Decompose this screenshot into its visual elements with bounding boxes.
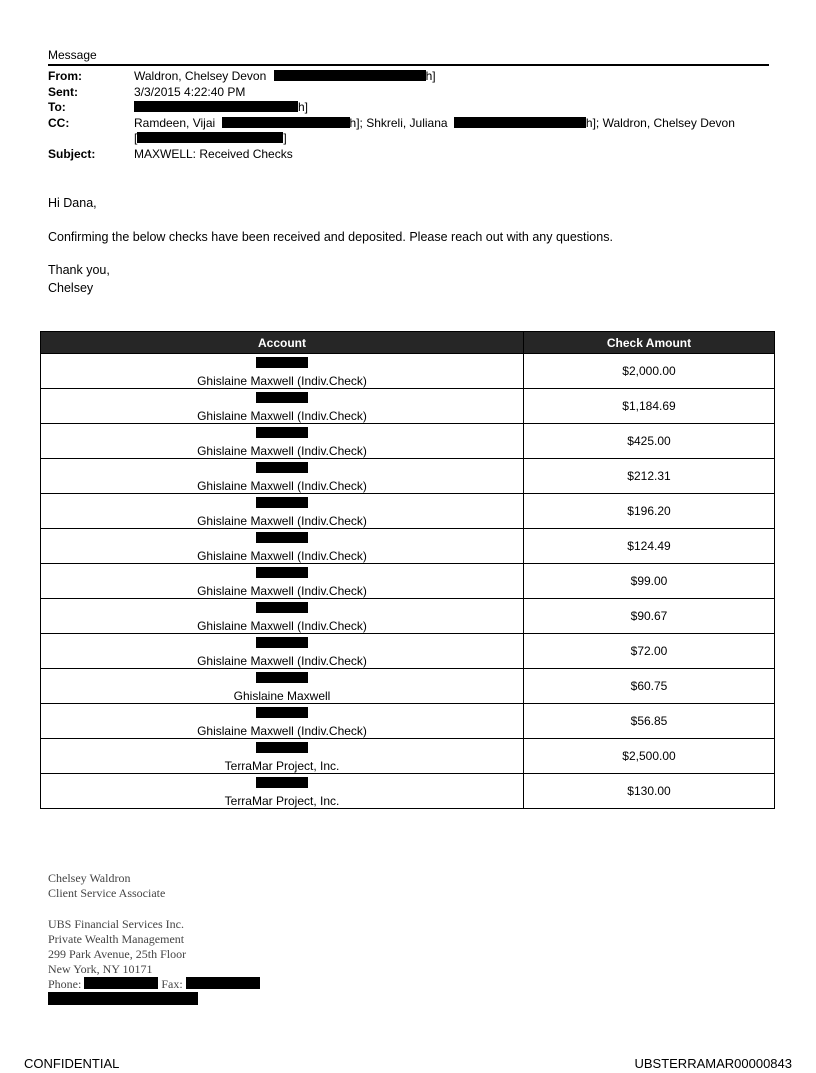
account-cell bbox=[41, 739, 524, 774]
table-row bbox=[41, 564, 775, 599]
table-row bbox=[41, 389, 775, 424]
sent-row bbox=[48, 85, 778, 101]
signature-name: Chelsey Waldron bbox=[48, 871, 131, 885]
table-row bbox=[41, 494, 775, 529]
checks-table bbox=[40, 331, 775, 809]
account-cell bbox=[41, 459, 524, 494]
subject-label: Subject: bbox=[48, 146, 96, 161]
cc-label: CC: bbox=[48, 115, 70, 130]
table-row bbox=[41, 459, 775, 494]
table-header-row bbox=[41, 332, 775, 354]
from-suffix: h] bbox=[425, 69, 436, 83]
table-row bbox=[41, 599, 775, 634]
account-cell bbox=[41, 389, 524, 424]
check-amount: $90.67 bbox=[524, 599, 775, 634]
subject-value: MAXWELL: Received Checks bbox=[134, 146, 293, 161]
account-cell bbox=[41, 564, 524, 599]
check-amount: $60.75 bbox=[524, 669, 775, 704]
check-amount: $99.00 bbox=[524, 564, 775, 599]
redaction bbox=[256, 392, 308, 403]
from-label: From: bbox=[48, 69, 82, 83]
header-divider bbox=[48, 64, 769, 66]
redaction bbox=[256, 567, 308, 578]
signature-email-redacted bbox=[48, 992, 260, 1008]
closing: Thank you, bbox=[48, 263, 110, 277]
check-amount: $72.00 bbox=[524, 634, 775, 669]
account-cell bbox=[41, 354, 524, 389]
account-name: Ghislaine Maxwell (Indiv.Check) bbox=[197, 408, 367, 423]
redaction bbox=[256, 532, 308, 543]
amount-column-header: Check Amount bbox=[524, 332, 775, 354]
account-name: Ghislaine Maxwell (Indiv.Check) bbox=[197, 723, 367, 738]
cc-row-continued bbox=[48, 131, 778, 147]
to-label: To: bbox=[48, 100, 66, 114]
signature-division: Private Wealth Management bbox=[48, 932, 185, 946]
signature-address2: New York, NY 10171 bbox=[48, 962, 153, 976]
cc-close-bracket: ] bbox=[283, 131, 287, 145]
account-name: Ghislaine Maxwell bbox=[233, 688, 331, 703]
redaction bbox=[256, 497, 308, 508]
to-row bbox=[48, 100, 778, 116]
redaction bbox=[256, 742, 308, 753]
redaction bbox=[137, 132, 283, 143]
cc-row bbox=[48, 116, 778, 132]
account-cell bbox=[41, 529, 524, 564]
signature-company: UBS Financial Services Inc. bbox=[48, 917, 184, 931]
account-cell bbox=[41, 669, 524, 704]
check-amount: $1,184.69 bbox=[524, 389, 775, 424]
message-body: Confirming the below checks have been received and deposited. Please reach out with any questions. bbox=[48, 230, 613, 244]
check-amount: $2,000.00 bbox=[524, 354, 775, 389]
account-name: Ghislaine Maxwell (Indiv.Check) bbox=[197, 653, 367, 668]
redaction bbox=[256, 777, 308, 788]
redaction bbox=[256, 602, 308, 613]
sent-label: Sent: bbox=[48, 84, 78, 99]
table-row bbox=[41, 669, 775, 704]
redaction bbox=[186, 977, 260, 989]
redaction bbox=[84, 977, 158, 989]
account-cell bbox=[41, 494, 524, 529]
account-name: Ghislaine Maxwell (Indiv.Check) bbox=[197, 373, 367, 388]
signature-address1: 299 Park Avenue, 25th Floor bbox=[48, 947, 187, 961]
greeting: Hi Dana, bbox=[48, 196, 97, 210]
signature-block bbox=[48, 871, 165, 901]
account-cell bbox=[41, 599, 524, 634]
subject-row bbox=[48, 147, 778, 163]
signature-company-block bbox=[48, 917, 260, 1008]
table-row bbox=[41, 774, 775, 809]
table-row bbox=[41, 634, 775, 669]
redaction bbox=[256, 462, 308, 473]
table-row bbox=[41, 704, 775, 739]
fax-label: Fax: bbox=[161, 977, 183, 991]
redaction bbox=[222, 117, 350, 128]
check-amount: $212.31 bbox=[524, 459, 775, 494]
cc-part1: Ramdeen, Vijai bbox=[134, 115, 216, 130]
account-name: Ghislaine Maxwell (Indiv.Check) bbox=[197, 513, 367, 528]
account-name: Ghislaine Maxwell (Indiv.Check) bbox=[197, 548, 367, 563]
account-cell bbox=[41, 704, 524, 739]
table-row bbox=[41, 739, 775, 774]
to-suffix: h] bbox=[298, 100, 309, 114]
redaction bbox=[134, 101, 298, 112]
account-name: TerraMar Project, Inc. bbox=[224, 793, 340, 808]
table-row bbox=[41, 529, 775, 564]
check-amount: $124.49 bbox=[524, 529, 775, 564]
cc-part2: h]; Shkreli, Juliana bbox=[349, 115, 448, 130]
table-row bbox=[41, 354, 775, 389]
bates-number: UBSTERRAMAR00000843 bbox=[634, 1056, 792, 1071]
phone-label: Phone: bbox=[48, 977, 82, 991]
check-amount: $425.00 bbox=[524, 424, 775, 459]
check-amount: $56.85 bbox=[524, 704, 775, 739]
redaction bbox=[274, 70, 426, 81]
table-row bbox=[41, 424, 775, 459]
check-amount: $130.00 bbox=[524, 774, 775, 809]
account-name: Ghislaine Maxwell (Indiv.Check) bbox=[197, 618, 367, 633]
redaction bbox=[48, 992, 198, 1005]
account-cell bbox=[41, 634, 524, 669]
redaction bbox=[256, 637, 308, 648]
from-row bbox=[48, 69, 778, 85]
cc-open-bracket: [ bbox=[134, 131, 138, 145]
account-name: Ghislaine Maxwell (Indiv.Check) bbox=[197, 583, 367, 598]
redaction bbox=[454, 117, 586, 128]
account-name: TerraMar Project, Inc. bbox=[224, 758, 340, 773]
redaction bbox=[256, 357, 308, 368]
redaction bbox=[256, 672, 308, 683]
check-amount: $2,500.00 bbox=[524, 739, 775, 774]
sent-value: 3/3/2015 4:22:40 PM bbox=[134, 84, 246, 99]
confidential-label: CONFIDENTIAL bbox=[24, 1056, 120, 1071]
signoff: Chelsey bbox=[48, 281, 94, 295]
from-value: Waldron, Chelsey Devon bbox=[134, 69, 267, 83]
message-label: Message bbox=[48, 48, 97, 62]
redaction bbox=[256, 707, 308, 718]
cc-part3: h]; Waldron, Chelsey Devon bbox=[585, 115, 735, 130]
email-header bbox=[48, 69, 778, 162]
table-body bbox=[41, 354, 775, 809]
account-name: Ghislaine Maxwell (Indiv.Check) bbox=[197, 443, 367, 458]
account-cell bbox=[41, 424, 524, 459]
account-name: Ghislaine Maxwell (Indiv.Check) bbox=[197, 478, 367, 493]
redaction bbox=[256, 427, 308, 438]
account-column-header: Account bbox=[41, 332, 524, 354]
account-cell bbox=[41, 774, 524, 809]
signature-title: Client Service Associate bbox=[48, 886, 166, 900]
signature-contact bbox=[48, 977, 260, 992]
check-amount: $196.20 bbox=[524, 494, 775, 529]
